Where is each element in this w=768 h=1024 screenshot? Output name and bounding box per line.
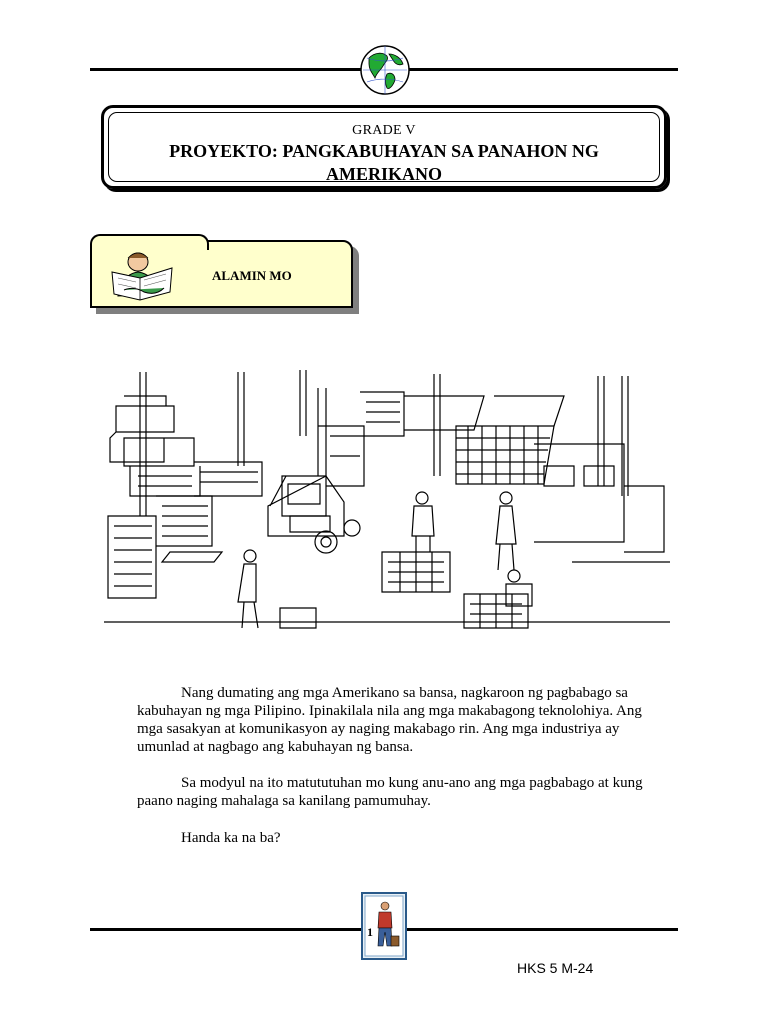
module-title-line1: PROYEKTO: PANGKABUHAYAN SA PANAHON NG (169, 141, 599, 161)
alamin-mo-section-header (90, 240, 353, 308)
module-objective-paragraph (137, 774, 657, 810)
worker-badge-icon (361, 892, 407, 960)
warehouse-illustration (104, 366, 670, 642)
module-title-line2: AMERIKANO (326, 164, 442, 184)
grade-label: GRADE V (352, 123, 416, 138)
intro-paragraph (137, 684, 657, 756)
module-objective-text: Sa modyul na ito matututuhan mo kung anu-ano ang mga pagbabago at kung paano naging mahalaga sa kanilang pamumuhay. (137, 775, 643, 809)
ready-question (137, 829, 657, 847)
globe-icon (359, 44, 411, 96)
module-code: HKS 5 M-24 (517, 960, 594, 976)
ready-question-text: Handa ka na ba? (181, 830, 281, 846)
reading-person-icon (104, 246, 182, 304)
alamin-mo-label: ALAMIN MO (212, 268, 292, 283)
module-title-box (101, 105, 667, 189)
intro-paragraph-text: Nang dumating ang mga Amerikano sa bansa, nagkaroon ng pagbabago sa kabuhayan ng mga Pilipino. Ipinakilala nila ang mga makabagong teknolohiya. Ang mga sasakyan at komunikasyon ay naging makabago rin. Ang mga industriya ay umunlad at nagbago ang kabuhayan ng bansa. (137, 685, 642, 755)
page-number: 1 (367, 925, 373, 939)
